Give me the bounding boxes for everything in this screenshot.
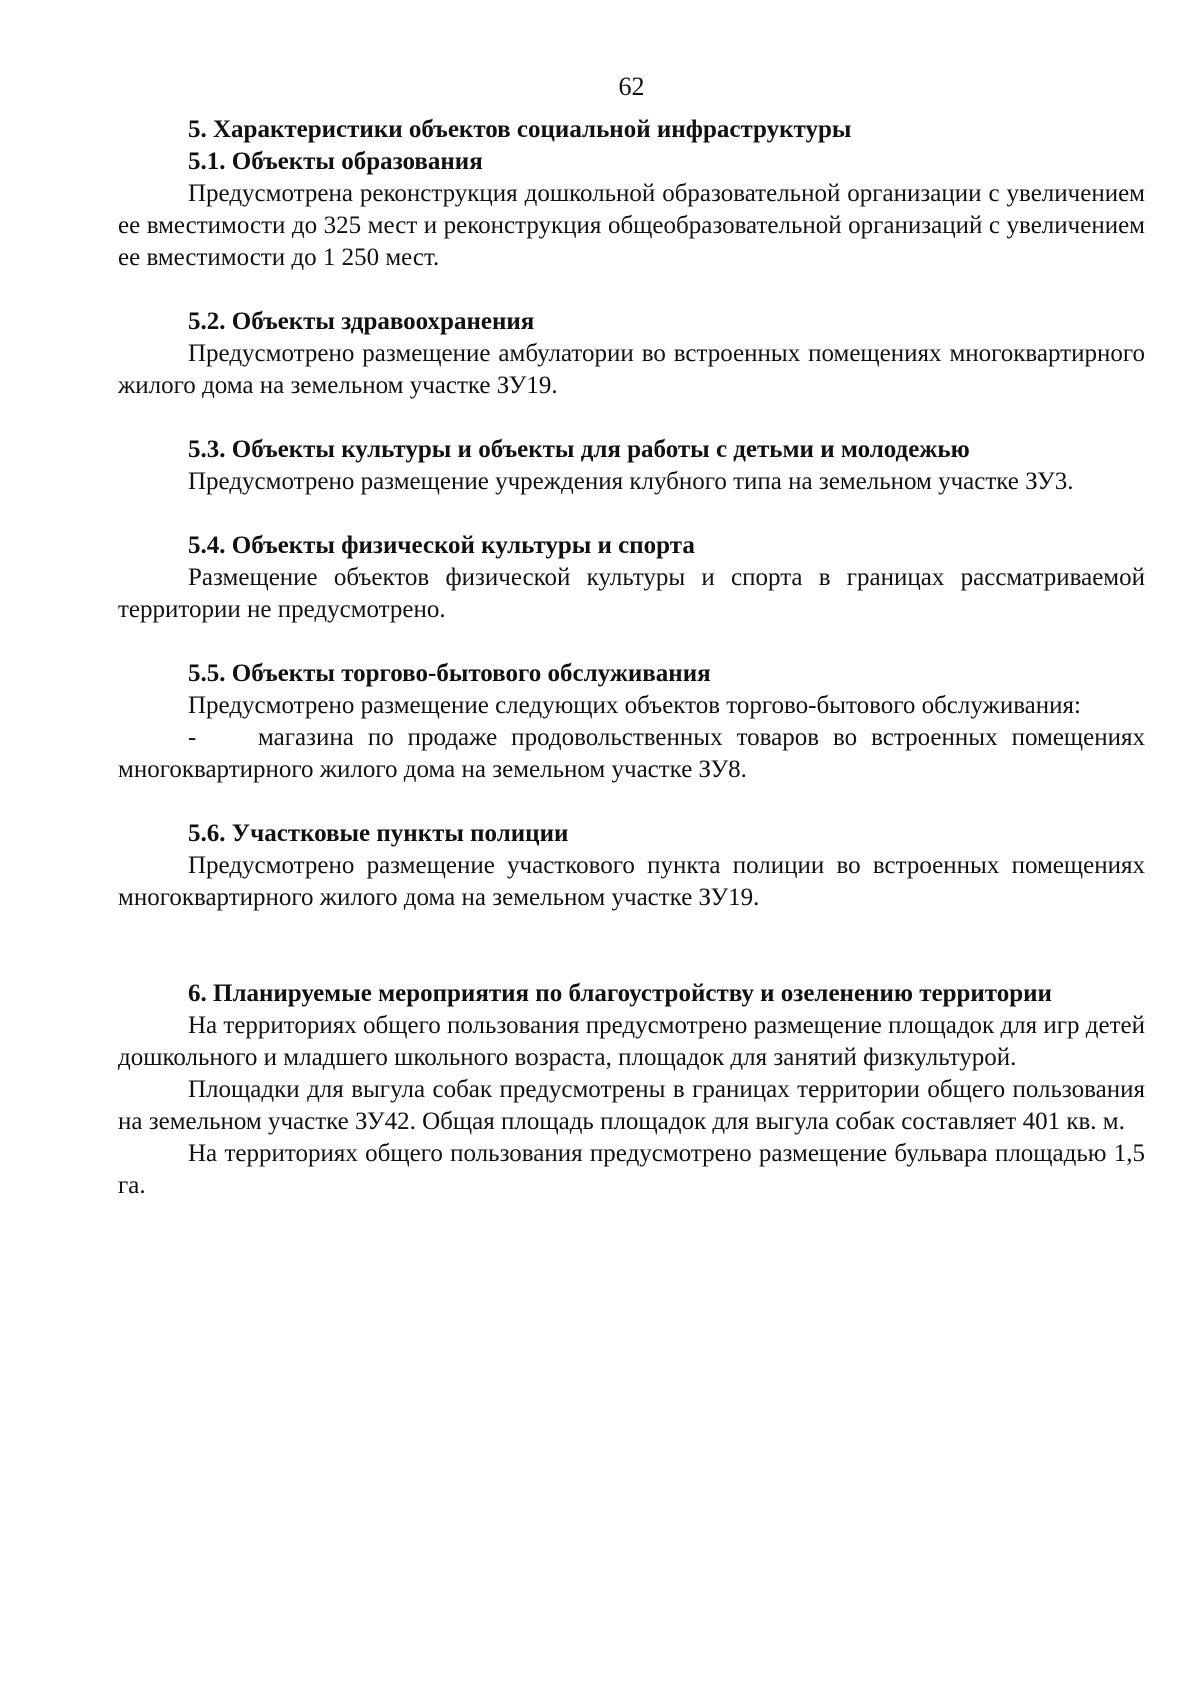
spacer [118,914,1145,978]
spacer [118,402,1145,434]
list-dash: - [188,724,197,751]
section-5-5-heading: 5.5. Объекты торгово-бытового обслуживания [188,660,711,687]
section-5-1-text: Предусмотрена реконструкция дошкольной образовательной организации с увеличением ее вместимости до 325 мест и реконструкция общеобразовательной организаций с увеличением ее вместимости до 1 250 мест. [118,180,1145,271]
page-number: 62 [618,72,645,101]
section-5-6-heading: 5.6. Участковые пункты полиции [188,820,569,847]
section-6-paragraph-3: На территориях общего пользования предусмотрено размещение бульвара площадью 1,5 га. [118,1140,1145,1199]
section-5-4-heading: 5.4. Объекты физической культуры и спорта [188,532,695,559]
section-5-1-heading: 5.1. Объекты образования [188,148,483,175]
spacer [118,498,1145,530]
section-5-3-text: Предусмотрено размещение учреждения клубного типа на земельном участке ЗУ3. [188,468,1074,495]
section-5-3-heading: 5.3. Объекты культуры и объекты для работы с детьми и молодежью [188,436,970,463]
list-item [118,722,1145,786]
section-5-2-text: Предусмотрено размещение амбулатории во встроенных помещениях многоквартирного жилого дома на земельном участке ЗУ19. [118,340,1145,399]
spacer [118,274,1145,306]
section-5-6-text: Предусмотрено размещение участкового пункта полиции во встроенных помещениях многоквартирного жилого дома на земельном участке ЗУ19. [118,852,1145,911]
section-6-paragraph-1: На территориях общего пользования предусмотрено размещение площадок для игр детей дошкольного и младшего школьного возраста, площадок для занятий физкультурой. [118,1012,1145,1071]
document-page [118,60,1145,1202]
section-5-heading: 5. Характеристики объектов социальной инфраструктуры [188,116,852,143]
section-5-4-text: Размещение объектов физической культуры и спорта в границах рассматриваемой территории не предусмотрено. [118,564,1145,623]
list-item-text: магазина по продаже продовольственных товаров во встроенных помещениях многоквартирного жилого дома на земельном участке ЗУ8. [118,724,1145,783]
section-6-heading: 6. Планируемые мероприятия по благоустройству и озеленению территории [188,980,1052,1007]
section-6-paragraph-2: Площадки для выгула собак предусмотрены в границах территории общего пользования на земельном участке ЗУ42. Общая площадь площадок для выгула собак составляет 401 кв. м. [118,1076,1145,1135]
section-5-2-heading: 5.2. Объекты здравоохранения [188,308,535,335]
spacer [118,786,1145,818]
section-5-5-text: Предусмотрено размещение следующих объектов торгово-бытового обслуживания: [188,692,1081,719]
spacer [118,626,1145,658]
